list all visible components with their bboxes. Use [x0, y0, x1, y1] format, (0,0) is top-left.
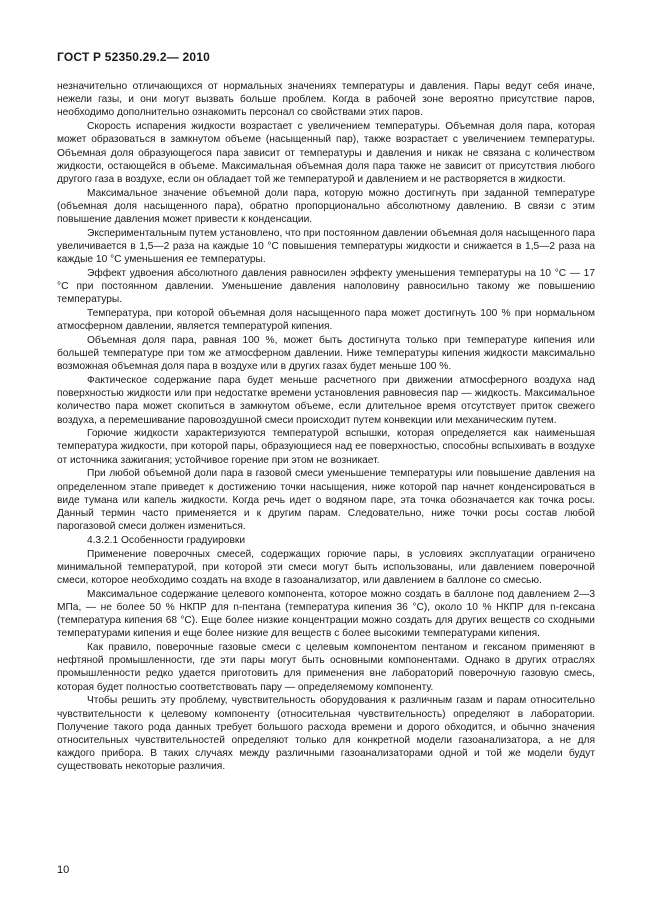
- section-title: 4.3.2.1 Особенности градуировки: [87, 534, 246, 546]
- paragraph: Экспериментальным путем установлено, что при постоянном давлении объемная доля насыщенного пара увеличивается в 1,5—2 раза на каждые 10 °С повышения температуры жидкости и снижается в 1,5—2 раза на каждые 10 °С уменьшения ее температуры.: [57, 227, 595, 266]
- document-code: ГОСТ Р 52350.29.2— 2010: [57, 50, 211, 64]
- paragraph: незначительно отличающихся от нормальных значениях температуры и давления. Пары ведут себя иначе, нежели газы, и они могут вызвать больше проблем. Когда в рабочей зоне вероятно присутствие паров, необходимо дополнительно ознакомить персонал со свойствами этих паров.: [57, 81, 595, 119]
- document-body: [57, 80, 595, 774]
- paragraph: Чтобы решить эту проблему, чувствительность оборудования к различным газам и парам относительно чувствительности к целевому компоненту (относительная чувствительность) определяют в лаборатории. Получение такого рода данных требует большого расхода времени и дорого обходится, и обычно значения относительных чувствительностей определяют только для конкретной модели газоанализатора, а не для каждого прибора. В таких случаях между различными газоанализаторами одной и той же модели будут существовать некоторые различия.: [57, 695, 595, 773]
- paragraph: Скорость испарения жидкости возрастает с увеличением температуры. Объемная доля пара, которая может образоваться в замкнутом объеме (насыщенный пар), также возрастает с увеличением температуры. Объемная доля образующегося пара зависит от температуры и давления и никак не связана с количеством жидкости, остающейся в объеме. Максимальная объемная доля пара также не зависит от присутствия любого другого газа в воздухе, если он обладает той же температурой и давлением и не растворяется в жидкости.: [57, 121, 595, 185]
- paragraph: Эффект удвоения абсолютного давления равносилен эффекту уменьшения температуры на 10 °С — 17 °С при постоянном давлении. Уменьшение давления наполовину равносильно такому же повышению температуры.: [57, 267, 595, 306]
- paragraph: При любой объемной доли пара в газовой смеси уменьшение температуры или повышение давления на определенном этапе приведет к достижению точки насыщения, ниже которой пар начнет конденсироваться в виде тумана или капель жидкости. Когда речь идет о водяном паре, эта точка обозначается как точка росы. Данный термин часто применяется и к другим парам. Следовательно, ниже точки росы состав любой парогазовой смеси должен измениться.: [57, 468, 595, 533]
- paragraph: Максимальное содержание целевого компонента, которое можно создать в баллоне под давлением 2—3 МПа, — не более 50 % НКПР для n-пентана (температура кипения 36 °С), около 10 % НКПР для n-гексана (температура кипения 68 °С). Еще более низкие концентрации можно создать для других веществ со сходными температурами кипения и еще более низкие для веществ с более высокими температурами кипения.: [57, 588, 595, 640]
- paragraph: Максимальное значение объемной доли пара, которую можно достигнуть при заданной температуре (объемная доля насыщенного пара), обратно пропорционально абсолютному давлению. В связи с этим повышение давления может привести к конденсации.: [57, 187, 595, 226]
- paragraph: Как правило, поверочные газовые смеси с целевым компонентом пентаном и гексаном применяют в нефтяной промышленности, где эти пары могут быть основными компонентами. Однако в других отраслях промышленности редко удается приготовить для применения вне лабораторий поверочную газовую смесь, которая будет полностью соответствовать пару — определяемому компоненту.: [57, 642, 595, 693]
- paragraph: Горючие жидкости характеризуются температурой вспышки, которая определяется как наименьшая температура жидкости, при которой пары, образующиеся над ее поверхностью, способны вспыхивать в воздухе от источника зажигания; устойчивое горение при этом не возникает.: [57, 428, 595, 466]
- paragraph: Применение поверочных смесей, содержащих горючие пары, в условиях эксплуатации ограничено минимальной температурой, при которой эти смеси могут быть использованы, или давлением поверочной смеси, которое необходимо создать на входе в газоанализатор, или давлением в баллоне со смесью.: [57, 548, 595, 587]
- paragraph: Фактическое содержание пара будет меньше расчетного при движении атмосферного воздуха над поверхностью жидкости или при недостатке времени установления равновесия пар — жидкость. Максимальное количество пара может скопиться в замкнутом объеме, если длительное время отсутствует приток свежего воздуха, а перемешивание паровоздушной смеси происходит путем конвекции или механическим путем.: [57, 374, 595, 426]
- paragraph: Температура, при которой объемная доля насыщенного пара может достигнуть 100 % при нормальном атмосферном давлении, является температурой кипения.: [57, 307, 595, 333]
- paragraph: Объемная доля пара, равная 100 %, может быть достигнута только при температуре кипения или большей температуре при том же атмосферном давлении. Ниже температуры кипения жидкости максимально возможная объемная доля пара в воздухе или в других газах будет меньше 100 %.: [57, 334, 595, 373]
- page-number: 10: [57, 864, 70, 876]
